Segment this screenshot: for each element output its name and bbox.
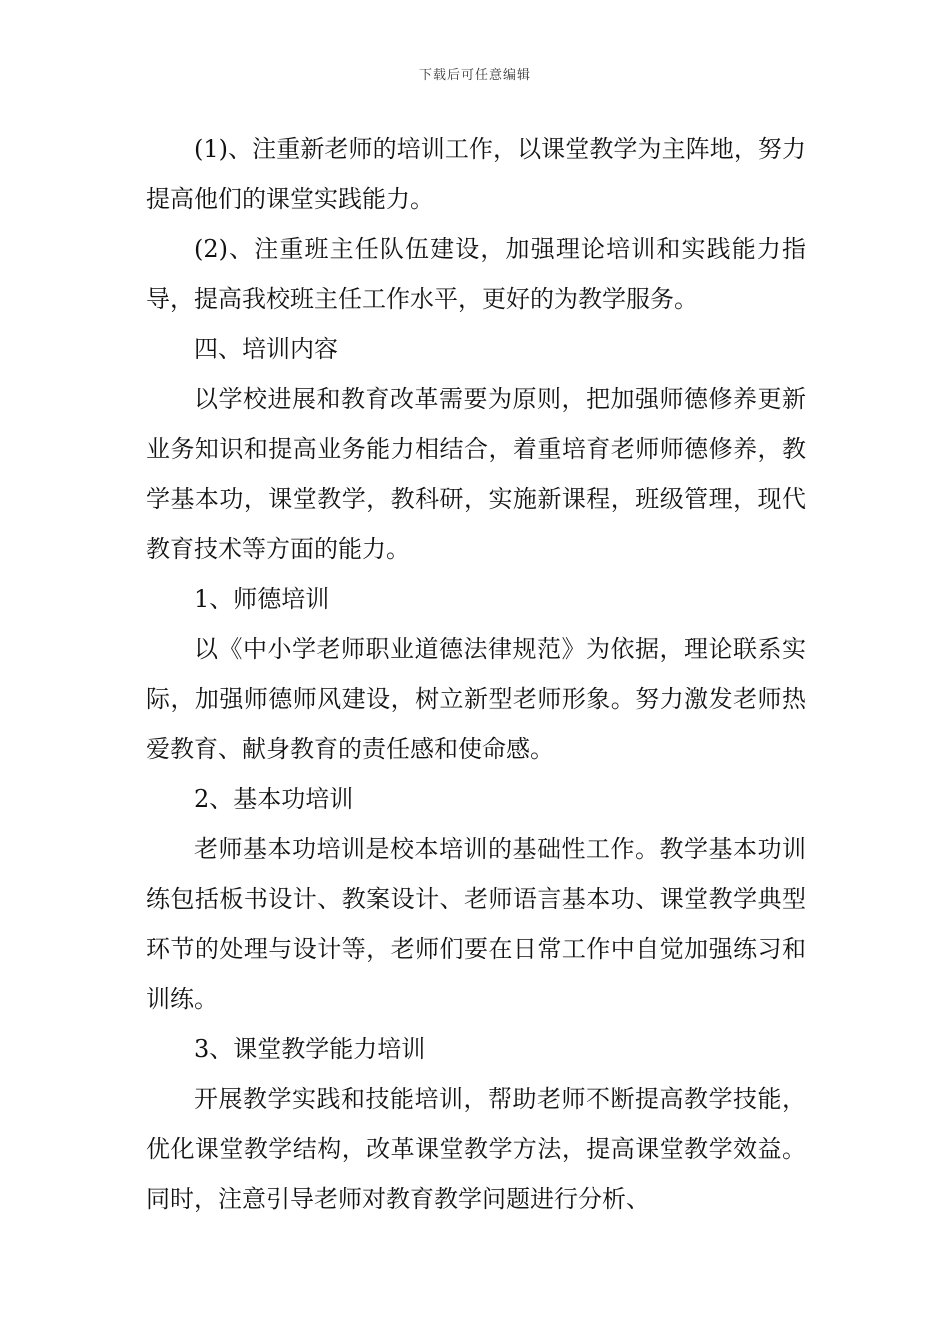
page-header: 下载后可任意编辑 [418, 68, 531, 83]
paragraph-2: (2)、注重班主任队伍建设，加强理论培训和实践能力指导，提高我校班主任工作水平，更好的为教学服务。 [146, 235, 806, 313]
subheading-1: 1、师德培训 [194, 585, 330, 613]
paragraph-6: 开展教学实践和技能培训，帮助老师不断提高教学技能，优化课堂教学结构，改革课堂教学方法，提高课堂教学效益。同时，注意引导老师对教育教学问题进行分析、 [146, 1085, 806, 1213]
paragraph-4: 以《中小学老师职业道德法律规范》为依据，理论联系实际，加强师德师风建设，树立新型老师形象。努力激发老师热爱教育、献身教育的责任感和使命感。 [146, 635, 806, 763]
section-heading-4: 四、培训内容 [194, 335, 338, 363]
paragraph-5: 老师基本功培训是校本培训的基础性工作。教学基本功训练包括板书设计、教案设计、老师语言基本功、课堂教学典型环节的处理与设计等，老师们要在日常工作中自觉加强练习和训练。 [146, 835, 806, 1013]
paragraph-3: 以学校进展和教育改革需要为原则，把加强师德修养更新业务知识和提高业务能力相结合，着重培育老师师德修养，教学基本功，课堂教学，教科研，实施新课程，班级管理，现代教育技术等方面的能力。 [146, 385, 806, 563]
subheading-2: 2、基本功培训 [194, 785, 354, 813]
paragraph-1: (1)、注重新老师的培训工作，以课堂教学为主阵地，努力提高他们的课堂实践能力。 [146, 135, 806, 213]
document-body [146, 124, 806, 1224]
subheading-3: 3、课堂教学能力培训 [194, 1035, 426, 1063]
